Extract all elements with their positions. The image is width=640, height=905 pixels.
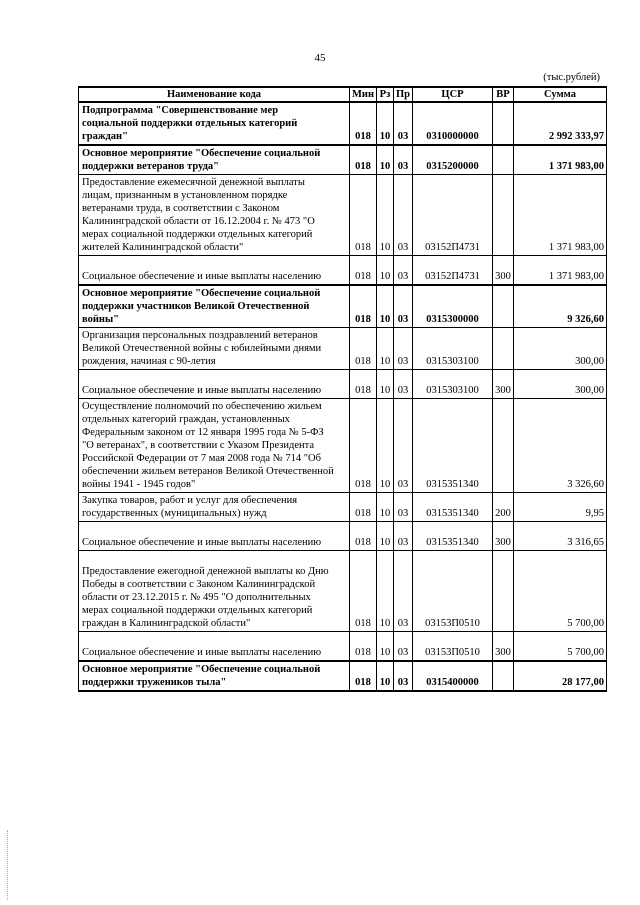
units-label: (тыс.рублей) <box>543 72 600 83</box>
row-sum: 1 371 983,00 <box>514 175 607 256</box>
row-sum: 5 700,00 <box>514 632 607 662</box>
row-name: Предоставление ежегодной денежной выплаты ко Дню Победы в соответствии с Законом Калининградской области от 23.12.2015 г. № 495 "О дополнительных мерах социальной поддержки отдельных категорий граждан в Калининградской области" <box>79 551 350 632</box>
row-min: 018 <box>350 145 377 175</box>
row-min: 018 <box>350 328 377 370</box>
row-min: 018 <box>350 175 377 256</box>
row-pr: 03 <box>394 551 413 632</box>
row-sum: 9 326,60 <box>514 285 607 328</box>
row-min: 018 <box>350 285 377 328</box>
row-sum: 300,00 <box>514 328 607 370</box>
row-min: 018 <box>350 399 377 493</box>
table-row <box>79 551 607 632</box>
table-row <box>79 145 607 175</box>
row-pr: 03 <box>394 175 413 256</box>
row-rz: 10 <box>377 256 394 286</box>
row-csr: 0315400000 <box>413 661 493 691</box>
row-pr: 03 <box>394 256 413 286</box>
table-row <box>79 175 607 256</box>
row-name: Осуществление полномочий по обеспечению жильем отдельных категорий граждан, установленных Федеральным законом от 12 января 1995 года № 5-ФЗ "О ветеранах", в соответствии с Указом Президента Российской Федерации от 7 мая 2008 года № 714 "Об обеспечении жильем ветеранов Великой Отечественной войны 1941 - 1945 годов" <box>79 399 350 493</box>
row-pr: 03 <box>394 522 413 551</box>
row-name: Закупка товаров, работ и услуг для обеспечения государственных (муниципальных) нужд <box>79 493 350 522</box>
row-name: Предоставление ежемесячной денежной выплаты лицам, признанным в установленном порядке ветеранами труда, в соответствии с Законом Калининградской области от 16.12.2004 г. № 473 "О мерах социальной поддержки отдельных категорий жителей Калининградской области" <box>79 175 350 256</box>
table-row <box>79 399 607 493</box>
row-sum: 9,95 <box>514 493 607 522</box>
table-row <box>79 370 607 399</box>
row-min: 018 <box>350 551 377 632</box>
row-name: Подпрограмма "Совершенствование мер социальной поддержки отдельных категорий граждан" <box>79 102 350 145</box>
row-vr <box>493 399 514 493</box>
table-header-row <box>79 87 607 102</box>
row-vr <box>493 285 514 328</box>
row-name: Организация персональных поздравлений ветеранов Великой Отечественной войны с юбилейными днями рождения, начиная с 90-летия <box>79 328 350 370</box>
row-pr: 03 <box>394 493 413 522</box>
row-name: Социальное обеспечение и иные выплаты населению <box>79 370 350 399</box>
row-min: 018 <box>350 256 377 286</box>
row-vr <box>493 661 514 691</box>
row-sum: 2 992 333,97 <box>514 102 607 145</box>
row-csr: 0310000000 <box>413 102 493 145</box>
row-vr: 300 <box>493 370 514 399</box>
row-vr <box>493 102 514 145</box>
row-pr: 03 <box>394 285 413 328</box>
row-name: Социальное обеспечение и иные выплаты населению <box>79 256 350 286</box>
table-row <box>79 102 607 145</box>
row-rz: 10 <box>377 285 394 328</box>
table-row <box>79 661 607 691</box>
row-vr: 300 <box>493 632 514 662</box>
row-rz: 10 <box>377 522 394 551</box>
row-min: 018 <box>350 522 377 551</box>
header-csr: ЦСР <box>413 87 493 102</box>
row-min: 018 <box>350 370 377 399</box>
row-csr: 0315351340 <box>413 493 493 522</box>
row-csr: 0315200000 <box>413 145 493 175</box>
row-rz: 10 <box>377 370 394 399</box>
header-min: Мин <box>350 87 377 102</box>
row-vr: 200 <box>493 493 514 522</box>
table-row <box>79 256 607 286</box>
row-vr: 300 <box>493 256 514 286</box>
header-name: Наименование кода <box>79 87 350 102</box>
row-csr: 0315303100 <box>413 328 493 370</box>
row-csr: 0315351340 <box>413 399 493 493</box>
row-sum: 300,00 <box>514 370 607 399</box>
row-pr: 03 <box>394 145 413 175</box>
row-vr: 300 <box>493 522 514 551</box>
row-sum: 3 326,60 <box>514 399 607 493</box>
row-sum: 3 316,65 <box>514 522 607 551</box>
row-name: Социальное обеспечение и иные выплаты населению <box>79 522 350 551</box>
table-row <box>79 285 607 328</box>
row-pr: 03 <box>394 102 413 145</box>
row-sum: 1 371 983,00 <box>514 145 607 175</box>
row-rz: 10 <box>377 145 394 175</box>
row-csr: 0315303100 <box>413 370 493 399</box>
page-number: 45 <box>314 52 326 64</box>
row-min: 018 <box>350 632 377 662</box>
row-pr: 03 <box>394 399 413 493</box>
row-rz: 10 <box>377 632 394 662</box>
row-pr: 03 <box>394 328 413 370</box>
row-rz: 10 <box>377 493 394 522</box>
row-csr: 03153П0510 <box>413 632 493 662</box>
table-row <box>79 632 607 662</box>
row-vr <box>493 551 514 632</box>
row-pr: 03 <box>394 661 413 691</box>
header-pr: Пр <box>394 87 413 102</box>
row-min: 018 <box>350 493 377 522</box>
row-rz: 10 <box>377 661 394 691</box>
row-pr: 03 <box>394 370 413 399</box>
header-rz: Рз <box>377 87 394 102</box>
table-row <box>79 522 607 551</box>
table-body <box>79 102 607 691</box>
margin-scan-marks <box>7 830 9 900</box>
header-vr: ВР <box>493 87 514 102</box>
table-row <box>79 328 607 370</box>
row-vr <box>493 175 514 256</box>
row-name: Основное мероприятие "Обеспечение социальной поддержки участников Великой Отечественной войны" <box>79 285 350 328</box>
row-rz: 10 <box>377 328 394 370</box>
row-csr: 03153П0510 <box>413 551 493 632</box>
row-vr <box>493 145 514 175</box>
budget-table <box>78 86 607 692</box>
row-rz: 10 <box>377 551 394 632</box>
table-row <box>79 493 607 522</box>
row-min: 018 <box>350 661 377 691</box>
row-csr: 0315300000 <box>413 285 493 328</box>
row-rz: 10 <box>377 175 394 256</box>
row-sum: 28 177,00 <box>514 661 607 691</box>
header-sum: Сумма <box>514 87 607 102</box>
row-name: Основное мероприятие "Обеспечение социальной поддержки тружеников тыла" <box>79 661 350 691</box>
row-pr: 03 <box>394 632 413 662</box>
row-vr <box>493 328 514 370</box>
row-csr: 0315351340 <box>413 522 493 551</box>
row-csr: 03152П4731 <box>413 175 493 256</box>
row-rz: 10 <box>377 102 394 145</box>
row-min: 018 <box>350 102 377 145</box>
row-sum: 1 371 983,00 <box>514 256 607 286</box>
row-name: Основное мероприятие "Обеспечение социальной поддержки ветеранов труда" <box>79 145 350 175</box>
row-rz: 10 <box>377 399 394 493</box>
row-sum: 5 700,00 <box>514 551 607 632</box>
row-csr: 03152П4731 <box>413 256 493 286</box>
row-name: Социальное обеспечение и иные выплаты населению <box>79 632 350 662</box>
